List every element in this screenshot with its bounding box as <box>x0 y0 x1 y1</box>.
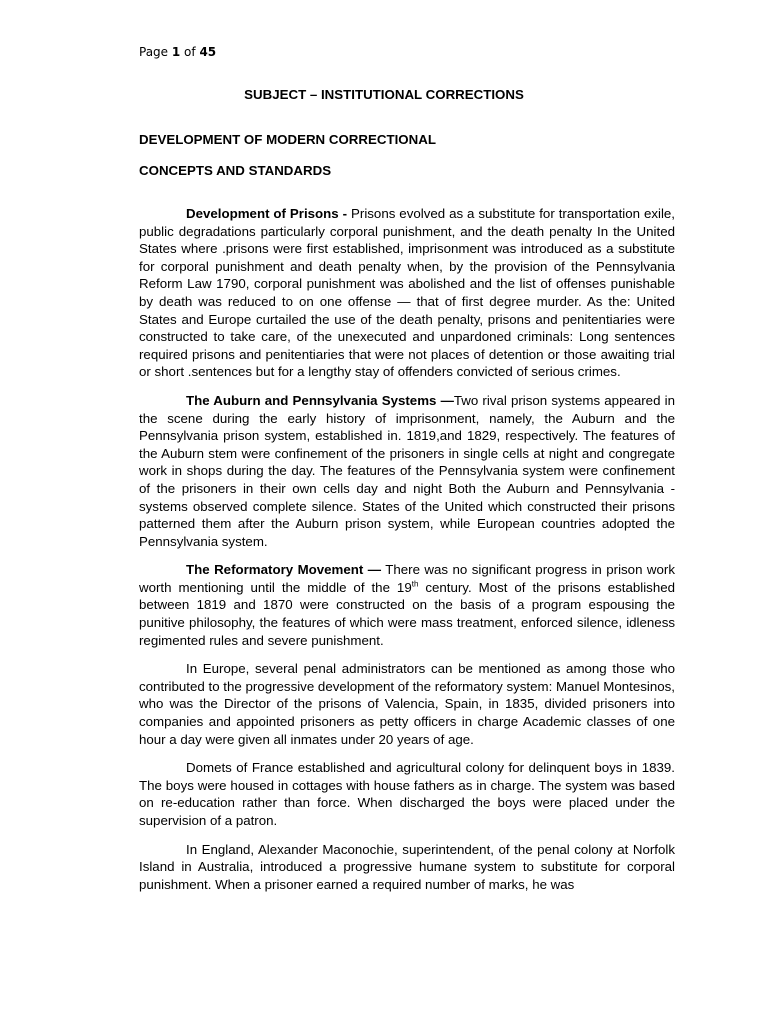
paragraph-england: In England, Alexander Maconochie, superintendent, of the penal colony at Norfolk Island in Australia, introduced a progressive humane system to substitute for corporal punishment. When a prisoner earned a required number of marks, he was <box>139 841 675 892</box>
page-label-prefix: Page <box>139 45 172 59</box>
page-number <box>139 44 216 60</box>
paragraph-europe: In Europe, several penal administrators can be mentioned as among those who contributed to the progressive development of the reformatory system: Manuel Montesinos, who was the Director of the prisons of Valencia, Spain, in 1835, divided prisoners into companies and appointed prisoners as petty officers in charge Academic classes of one hour a day were given all inmates under 20 years of age. <box>139 661 675 747</box>
paragraph-development-of-prisons <box>139 205 675 381</box>
paragraph-domets: Domets of France established and agricultural colony for delinquent boys in 1839. The boys were housed in cottages with house fathers as in charge. The system was based on re-education rather than force. When discharged the boys were placed under the supervision of a patron. <box>139 760 675 828</box>
paragraph-lead: The Auburn and Pennsylvania Systems — <box>186 392 454 408</box>
paragraph-lead: Development of Prisons - <box>186 206 348 221</box>
document-body <box>139 205 675 904</box>
section-heading-line-1: DEVELOPMENT OF MODERN CORRECTIONAL <box>139 132 436 147</box>
subject-title: SUBJECT – INSTITUTIONAL CORRECTIONS <box>244 87 524 102</box>
current-page: 1 <box>171 45 181 59</box>
paragraph-lead: The Reformatory Movement — <box>186 562 382 578</box>
paragraph-text: There was no significant progress in prison work worth mentioning until the middle of the 19 <box>139 562 675 595</box>
section-heading-line-2: CONCEPTS AND STANDARDS <box>139 163 332 178</box>
total-pages: 45 <box>199 45 217 59</box>
superscript: th <box>411 579 419 589</box>
page-label-separator: of <box>180 45 200 59</box>
paragraph-auburn-pennsylvania <box>139 392 675 550</box>
paragraph-text-continued: century. Most of the prisons established between 1819 and 1870 were constructed on the basis of a program espousing the punitive philosophy, the features of which were mass treatment, enforced silence, idleness regimented rules and severe punishment. <box>139 579 675 648</box>
paragraph-text: Prisons evolved as a substitute for transportation exile, public degradations particularly corporal punishment, and the death penalty In the United States where .prisons were first established, imprisonment was introduced as a substitute for corporal punishment and death penalty when, by the provision of the Pennsylvania Reform Law 1790, corporal punishment was abolished and the list of offenses punishable by death was reduced to on one offense — that of first degree murder. As the: United States and Europe curtailed the use of the death penalty, prisons and penitentiaries were constructed to take care, of the unexecuted and unpardoned criminals: Long sentences required prisons and penitentiaries that were not places of detention or those awaiting trial or short .sentences but for a lengthy stay of offenders convicted of serious crimes. <box>139 206 675 380</box>
paragraph-text: Two rival prison systems appeared in the scene during the early history of imprisonment, namely, the Auburn and the Pennsylvania prison system, established in. 1819,and 1829, respectively. The features of the Auburn stem were confinement of the prisoners in single cells at night and congregate work in shops during the day. The features of the Pennsylvania system were confinement of the prisoners in their own cells day and night Both the Auburn and Pennsylvania -systems observed complete silence. States of the United which constructed their prisons patterned them after the Auburn prison system, while European countries adopted the Pennsylvania system. <box>139 392 675 549</box>
paragraph-reformatory-movement <box>139 561 675 649</box>
